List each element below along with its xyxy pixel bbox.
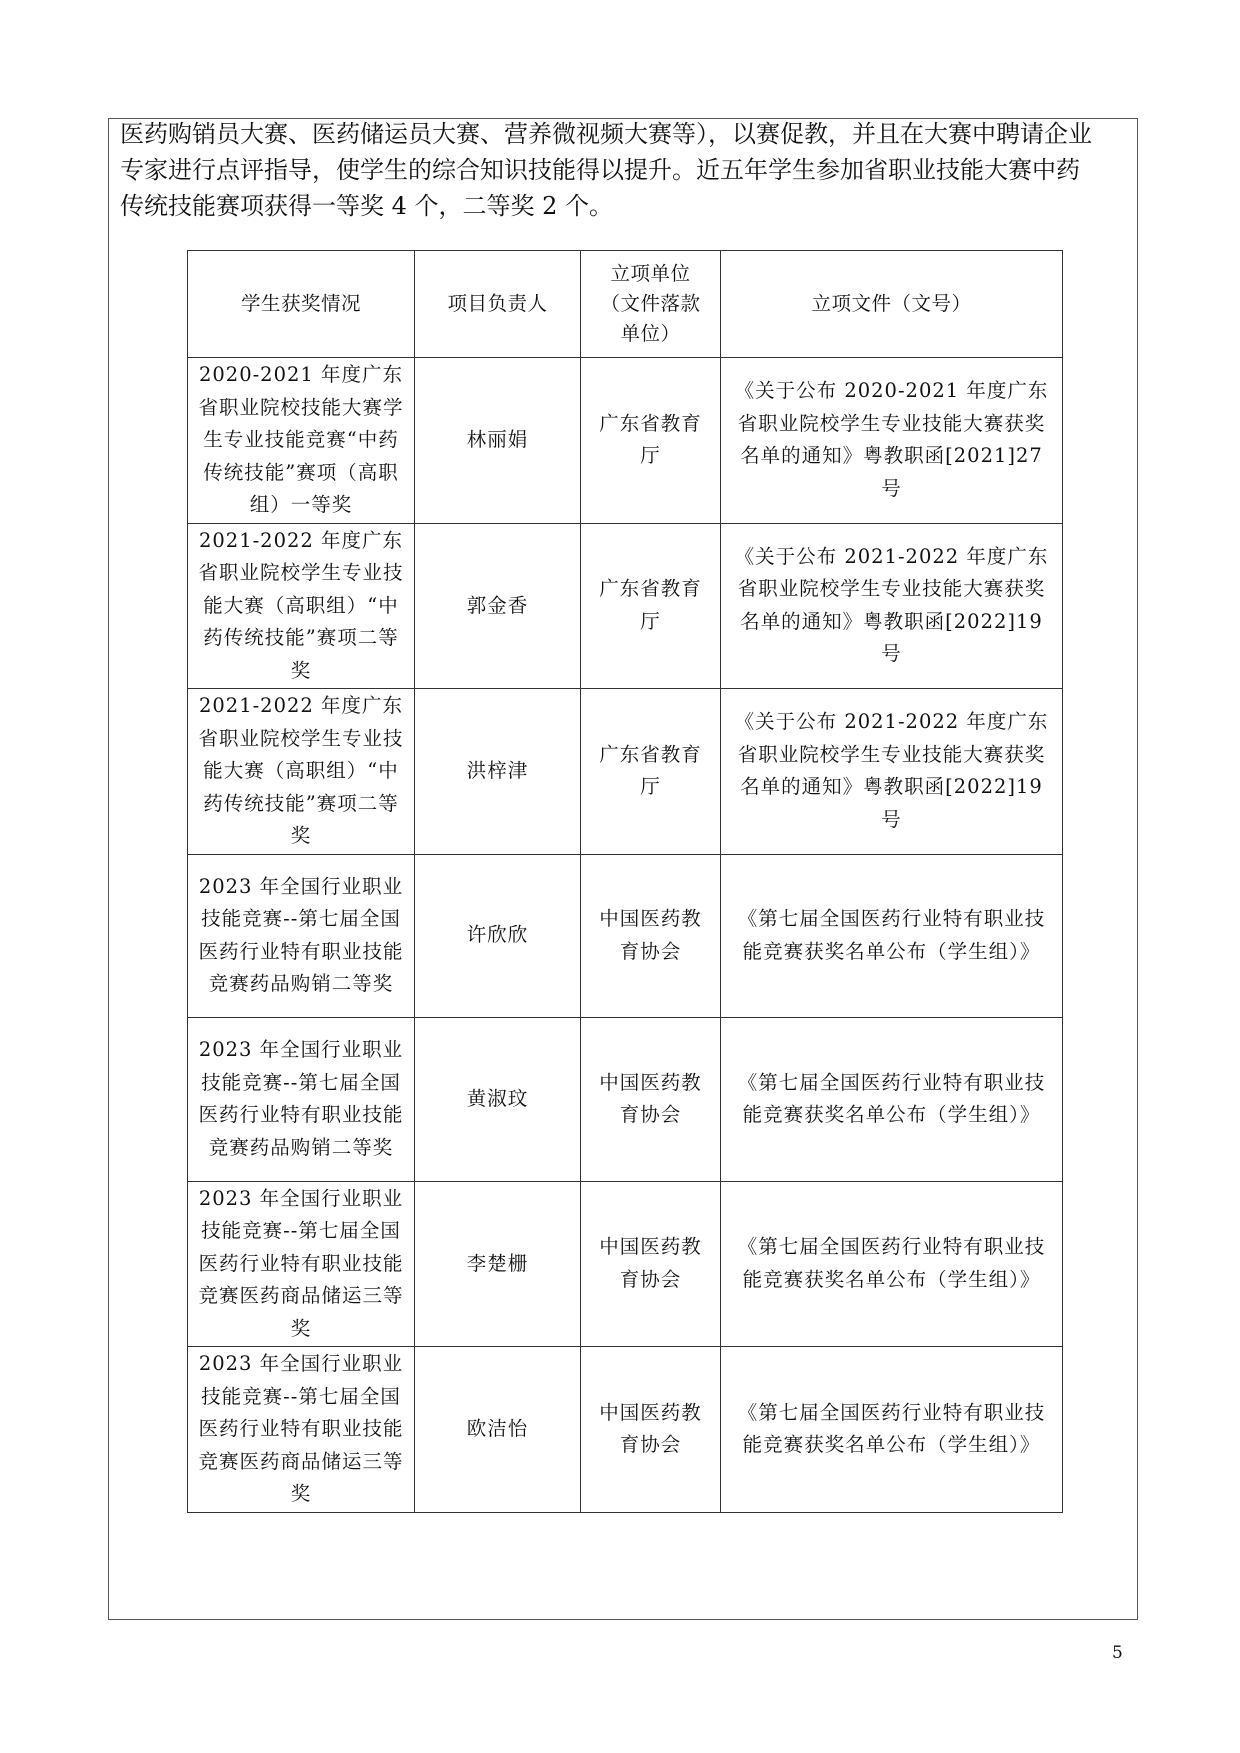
- table-header-row: [188, 251, 1063, 358]
- table-row: [188, 358, 1063, 524]
- header-award: 学生获奖情况: [188, 251, 415, 358]
- cell-doc: 《关于公布 2020-2021 年度广东省职业院校学生专业技能大赛获奖名单的通知》粤教职函[2021]27 号: [721, 358, 1063, 524]
- cell-doc: 《关于公布 2021-2022 年度广东省职业院校学生专业技能大赛获奖名单的通知》粤教职函[2022]19 号: [721, 523, 1063, 689]
- cell-unit: 中国医药教育协会: [581, 1181, 721, 1347]
- page-number: 5: [1112, 1643, 1123, 1663]
- cell-unit: 中国医药教育协会: [581, 1347, 721, 1513]
- table-row: [188, 523, 1063, 689]
- cell-award: 2021-2022 年度广东省职业院校学生专业技能大赛（高职组）“中药传统技能”赛项二等奖: [188, 689, 415, 855]
- cell-leader: 黄淑玟: [415, 1017, 581, 1181]
- cell-doc: 《第七届全国医药行业特有职业技能竞赛获奖名单公布（学生组）》: [721, 1181, 1063, 1347]
- cell-award: 2023 年全国行业职业技能竞赛--第七届全国医药行业特有职业技能竞赛药品购销二等奖: [188, 1017, 415, 1181]
- table-row: [188, 1347, 1063, 1513]
- table-row: [188, 1181, 1063, 1347]
- cell-unit: 广东省教育厅: [581, 358, 721, 524]
- cell-unit: 中国医药教育协会: [581, 854, 721, 1017]
- cell-unit: 广东省教育厅: [581, 523, 721, 689]
- cell-doc: 《第七届全国医药行业特有职业技能竞赛获奖名单公布（学生组）》: [721, 1017, 1063, 1181]
- table-row: [188, 689, 1063, 855]
- cell-leader: 林丽娟: [415, 358, 581, 524]
- intro-line: 传统技能赛项获得一等奖 4 个，二等奖 2 个。: [120, 192, 614, 220]
- table-row: [188, 1017, 1063, 1181]
- cell-doc: 《第七届全国医药行业特有职业技能竞赛获奖名单公布（学生组）》: [721, 854, 1063, 1017]
- table-row: [188, 854, 1063, 1017]
- cell-doc: 《第七届全国医药行业特有职业技能竞赛获奖名单公布（学生组）》: [721, 1347, 1063, 1513]
- header-leader: 项目负责人: [415, 251, 581, 358]
- header-doc: 立项文件（文号）: [721, 251, 1063, 358]
- cell-award: 2020-2021 年度广东省职业院校技能大赛学生专业技能竞赛“中药传统技能”赛项（高职组）一等奖: [188, 358, 415, 524]
- cell-award: 2021-2022 年度广东省职业院校学生专业技能大赛（高职组）“中药传统技能”赛项二等奖: [188, 523, 415, 689]
- cell-leader: 郭金香: [415, 523, 581, 689]
- intro-paragraph: [120, 116, 1130, 224]
- cell-award: 2023 年全国行业职业技能竞赛--第七届全国医药行业特有职业技能竞赛医药商品储运三等奖: [188, 1181, 415, 1347]
- intro-line: 医药购销员大赛、医药储运员大赛、营养微视频大赛等），以赛促教，并且在大赛中聘请企业: [120, 120, 1092, 148]
- cell-unit: 广东省教育厅: [581, 689, 721, 855]
- cell-leader: 许欣欣: [415, 854, 581, 1017]
- awards-table: [187, 250, 1063, 1513]
- cell-leader: 洪梓津: [415, 689, 581, 855]
- cell-leader: 欧洁怡: [415, 1347, 581, 1513]
- cell-leader: 李楚栅: [415, 1181, 581, 1347]
- cell-doc: 《关于公布 2021-2022 年度广东省职业院校学生专业技能大赛获奖名单的通知》粤教职函[2022]19 号: [721, 689, 1063, 855]
- intro-line: 专家进行点评指导，使学生的综合知识技能得以提升。近五年学生参加省职业技能大赛中药: [120, 156, 1080, 184]
- cell-unit: 中国医药教育协会: [581, 1017, 721, 1181]
- cell-award: 2023 年全国行业职业技能竞赛--第七届全国医药行业特有职业技能竞赛医药商品储运三等奖: [188, 1347, 415, 1513]
- header-unit: 立项单位（文件落款单位）: [581, 251, 721, 358]
- cell-award: 2023 年全国行业职业技能竞赛--第七届全国医药行业特有职业技能竞赛药品购销二等奖: [188, 854, 415, 1017]
